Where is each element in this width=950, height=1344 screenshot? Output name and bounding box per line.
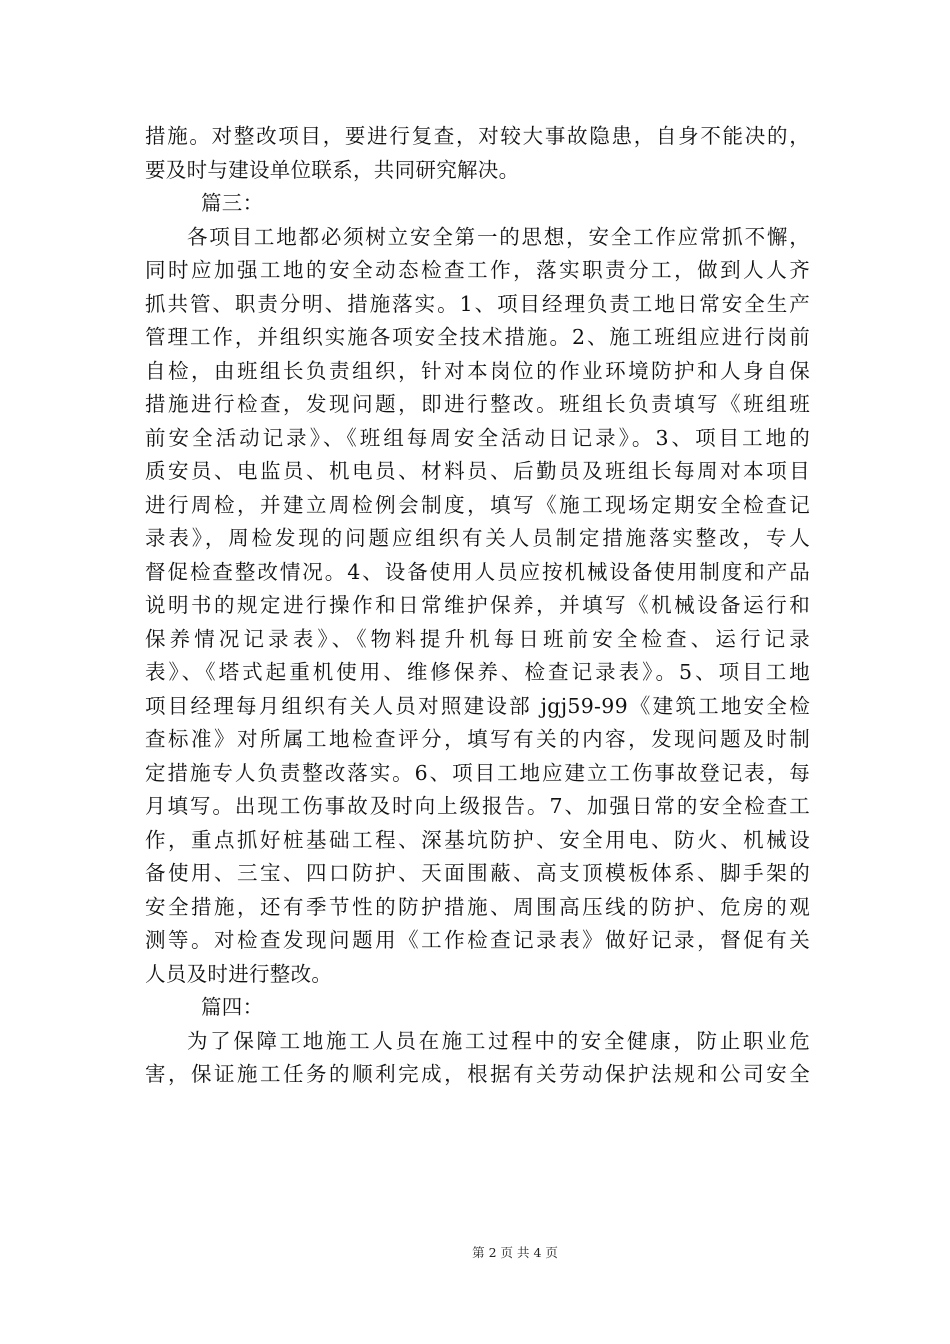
paragraph-line: 为了保障工地施工人员在施工过程中的安全健康，防止职业危 [187,1028,810,1053]
paragraph-line: 督促检查整改情况。4、设备使用人员应按机械设备使用制度和产品 [145,559,810,584]
paragraph-line: 安全措施，还有季节性的防护措施、周围高压线的防护、危房的观 [145,894,810,919]
section-heading: 篇四： [201,995,264,1019]
paragraph-line: 抓共管、职责分明、措施落实。1、项目经理负责工地日常安全生产 [145,291,810,316]
section-heading: 篇三： [201,191,264,215]
paragraph-line: 项目经理每月组织有关人员对照建设部 jgj59-99《建筑工地安全检 [145,693,810,718]
paragraph-line: 表》、《塔式起重机使用、维修保养、检查记录表》。5、项目工地 [145,660,810,684]
paragraph-line: 自检，由班组长负责组织，针对本岗位的作业环境防护和人身自保 [145,358,810,383]
paragraph-line: 措施进行检查，发现问题，即进行整改。班组长负责填写《班组班 [145,392,810,416]
paragraph-line: 查标准》对所属工地检查评分，填写有关的内容，发现问题及时制 [145,727,810,751]
paragraph-line: 录表》，周检发现的问题应组织有关人员制定措施落实整改，专人 [145,526,810,550]
paragraph-line: 进行周检，并建立周检例会制度，填写《施工现场定期安全检查记 [145,492,810,517]
paragraph-line: 管理工作，并组织实施各项安全技术措施。2、施工班组应进行岗前 [145,325,810,349]
paragraph-line: 各项目工地都必须树立安全第一的思想，安全工作应常抓不懈， [187,224,810,249]
paragraph-line: 作，重点抓好桩基础工程、深基坑防护、安全用电、防火、机械设 [145,827,810,852]
paragraph-line: 措施。对整改项目，要进行复查，对较大事故隐患，自身不能决的， [145,124,810,148]
paragraph-line: 害，保证施工任务的顺利完成，根据有关劳动保护法规和公司安全 [145,1062,810,1086]
paragraph-line: 测等。对检查发现问题用《工作检查记录表》做好记录，督促有关 [145,928,810,952]
paragraph-line: 同时应加强工地的安全动态检查工作，落实职责分工，做到人人齐 [145,258,810,282]
document-page [145,120,810,1092]
paragraph-line: 前安全活动记录》、《班组每周安全活动日记录》。3、项目工地的 [145,425,810,450]
page-number: 第 2 页 共 4 页 [472,1245,558,1260]
paragraph-line: 定措施专人负责整改落实。6、项目工地应建立工伤事故登记表，每 [145,760,810,785]
paragraph-line: 保养情况记录表》、《物料提升机每日班前安全检查、运行记录 [145,626,810,651]
paragraph-line: 备使用、三宝、四口防护、天面围蔽、高支顶模板体系、脚手架的 [145,861,810,885]
paragraph-line: 人员及时进行整改。 [145,961,333,986]
paragraph-line: 说明书的规定进行操作和日常维护保养，并填写《机械设备运行和 [145,593,810,617]
paragraph-line: 要及时与建设单位联系，共同研究解决。 [145,157,520,182]
paragraph-line: 质安员、电监员、机电员、材料员、后勤员及班组长每周对本项目 [145,459,810,483]
paragraph-line: 月填写。出现工伤事故及时向上级报告。7、加强日常的安全检查工 [145,794,810,818]
